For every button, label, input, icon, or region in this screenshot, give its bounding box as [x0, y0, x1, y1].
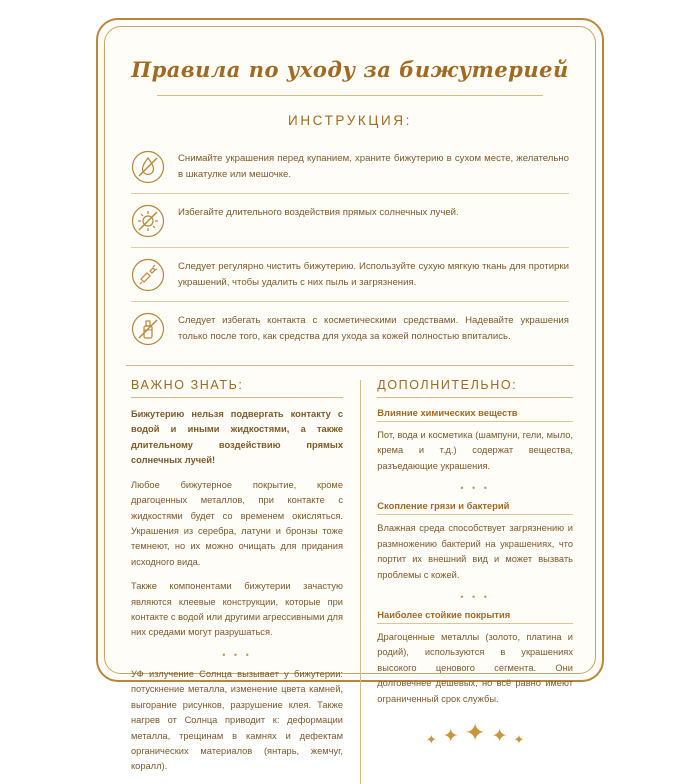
important-paragraph-2: Также компонентами бижутерии зачастую являются клеевые конструкции, которые при контакте с водой или другими агрессивными для них средами могут разрушаться.	[131, 579, 343, 641]
dot-separator: • • •	[377, 592, 573, 602]
card-inner-border	[104, 26, 596, 674]
additional-subrule-3	[377, 623, 573, 624]
additional-heading-rule	[377, 397, 573, 398]
additional-subheading-2: Скопление грязи и бактерий	[377, 500, 573, 511]
additional-subrule-1	[377, 421, 573, 422]
additional-text-1: Пот, вода и косметика (шампуни, гели, мыло, крема и т.д.) содержат вещества, разъедающие украшения.	[377, 428, 573, 474]
additional-subrule-2	[377, 514, 573, 515]
star-icon: ✦	[514, 733, 525, 746]
important-heading: ВАЖНО ЗНАТЬ:	[131, 378, 343, 392]
no-sun-icon	[131, 204, 165, 238]
additional-block	[377, 407, 573, 474]
important-lead: Бижутерию нельзя подвергать контакту с водой и иными жидкостями, а также длительному воздействию прямых солнечных лучей!	[131, 407, 343, 469]
star-decoration	[377, 721, 573, 746]
additional-block	[377, 500, 573, 583]
list-item	[131, 301, 569, 355]
list-item	[131, 247, 569, 301]
additional-subheading-3: Наиболее стойкие покрытия	[377, 609, 573, 620]
star-icon: ✦	[426, 733, 437, 746]
additional-block	[377, 609, 573, 707]
dot-separator: • • •	[377, 483, 573, 493]
star-icon: ✦	[492, 727, 508, 746]
list-item-text: Снимайте украшения перед купанием, храните бижутерию в сухом месте, желательно в шкатулке или мешочке.	[178, 149, 569, 182]
additional-subheading-1: Влияние химических веществ	[377, 407, 573, 418]
details-columns	[131, 378, 573, 784]
no-water-drop-icon	[131, 150, 165, 184]
important-paragraph-1: Любое бижутерное покрытие, кроме драгоценных металлов, при контакте с жидкостями будет со временем окисляться. Украшения из серебра, латуни и бронзы тоже темнеют, но их можно очищать для придания исходного вида.	[131, 478, 343, 571]
important-final-paragraph: УФ излучение Солнца вызывает у бижутерии: потускнение металла, изменение цвета камней, выгорание рисунков, разрушение клея. Также нагрев от Солнца приводит к: деформации металла, трещинам в камнях и дефектам органических материалов (янтарь, жемчуг, коралл).	[131, 667, 343, 775]
important-heading-rule	[131, 397, 343, 398]
important-column	[131, 378, 343, 784]
additional-heading: ДОПОЛНИТЕЛЬНО:	[377, 378, 573, 392]
title-divider	[157, 95, 543, 96]
instructions-list	[131, 140, 569, 355]
page-title: Правила по уходу за бижутерией	[105, 57, 595, 82]
dot-separator: • • •	[131, 650, 343, 660]
care-instructions-card	[96, 18, 604, 682]
list-item	[131, 140, 569, 193]
instructions-heading: ИНСТРУКЦИЯ:	[105, 113, 595, 128]
additional-text-3: Драгоценные металлы (золото, платина и родий), используются в украшениях высокого ценового сегмента. Они долговечнее дешевых, но всё равно имеют ограниченный срок службы.	[377, 630, 573, 707]
additional-text-2: Влажная среда способствует загрязнению и размножению бактерий на украшениях, что портит их внешний вид и может вызвать проблемы с кожей.	[377, 521, 573, 583]
section-divider	[126, 365, 574, 366]
polish-cloth-icon	[131, 258, 165, 292]
no-cosmetics-icon	[131, 312, 165, 346]
list-item-text: Следует регулярно чистить бижутерию. Используйте сухую мягкую ткань для протирки украшений, чтобы удалить с них пыль и загрязнения.	[178, 257, 569, 290]
star-icon: ✦	[465, 721, 486, 746]
list-item-text: Следует избегать контакта с косметическими средствами. Надевайте украшения только после того, как средства для ухода за кожей полностью впитались.	[178, 311, 569, 344]
list-item-text: Избегайте длительного воздействия прямых солнечных лучей.	[178, 203, 459, 221]
star-icon: ✦	[443, 727, 459, 746]
list-item	[131, 193, 569, 247]
additional-column	[377, 378, 573, 784]
